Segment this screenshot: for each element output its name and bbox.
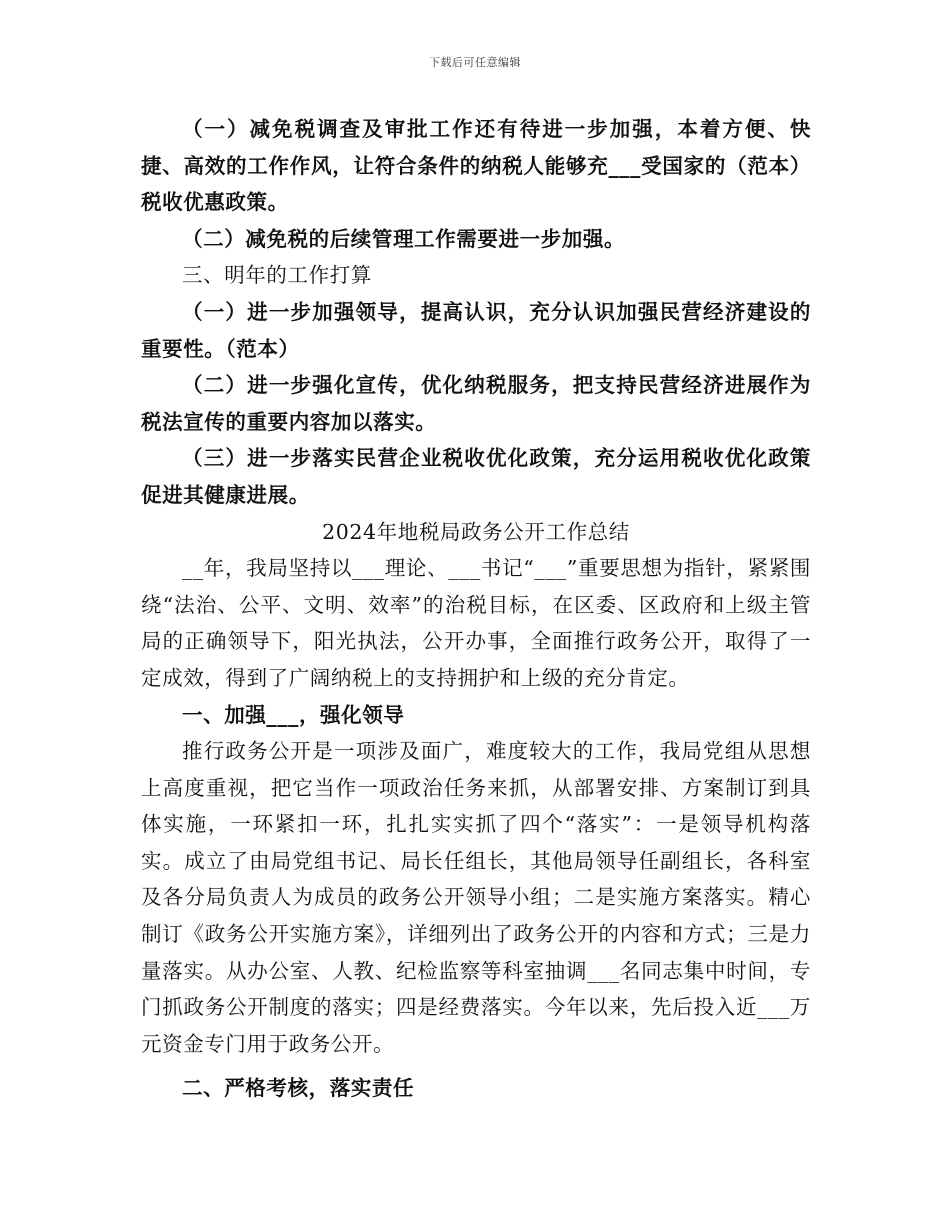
section-heading-assessment: 二、严格考核，落实责任 (182, 1076, 415, 1101)
section-heading-next-year-plan: 三、明年的工作打算 (182, 263, 372, 288)
paragraph-plan-policy: （三）进一步落实民营企业税收优化政策，充分运用税收优化政策促进其健康进展。 (141, 446, 811, 507)
paragraph-intro: __年，我局坚持以___理论、___书记“___”重要思想为指针，紧紧围绕“法治、公平、文明、效率”的治税目标，在区委、区政府和上级主管局的正确领导下，阳光执法，公开办事，全面推行政务公开，取得了一定成效，得到了广阔纳税上的支持拥护和上级的充分肯定。 (141, 556, 811, 690)
document-body (141, 111, 811, 1107)
paragraph-follow-up-management: （二）减免税的后续管理工作需要进一步加强。 (182, 226, 626, 251)
page-header: 下载后可任意编辑 (429, 56, 521, 69)
document-title: 2024年地税局政务公开工作总结 (322, 519, 630, 544)
paragraph-plan-leadership: （一）进一步加强领导，提高认识，充分认识加强民营经济建设的重要性。（范本） (141, 299, 811, 361)
section-heading-leadership: 一、加强___，强化领导 (182, 702, 405, 727)
paragraph-reduction-review: （一）减免税调查及审批工作还有待进一步加强，本着方便、快捷、高效的工作作风，让符合条件的纳税人能够充___受国家的（范本）税收优惠政策。 (141, 117, 811, 215)
paragraph-four-implementations: 推行政务公开是一项涉及面广，难度较大的工作，我局党组从思想上高度重视，把它当作一项政治任务来抓，从部署安排、方案制订到具体实施，一环紧扣一环，扎扎实实抓了四个“落实”：一是领导机构落实。成立了由局党组书记、局长任组长，其他局领导任副组长，各科室及各分局负责人为成员的政务公开领导小组；二是实施方案落实。精心制订《政务公开实施方案》，详细列出了政务公开的内容和方式；三是力量落实。从办公室、人教、纪检监察等科室抽调___名同志集中时间，专门抓政务公开制度的落实；四是经费落实。今年以来，先后投入近___万元资金专门用于政务公开。 (141, 739, 811, 1056)
paragraph-plan-publicity: （二）进一步强化宣传，优化纳税服务，把支持民营经济进展作为税法宣传的重要内容加以落实。 (141, 373, 811, 434)
